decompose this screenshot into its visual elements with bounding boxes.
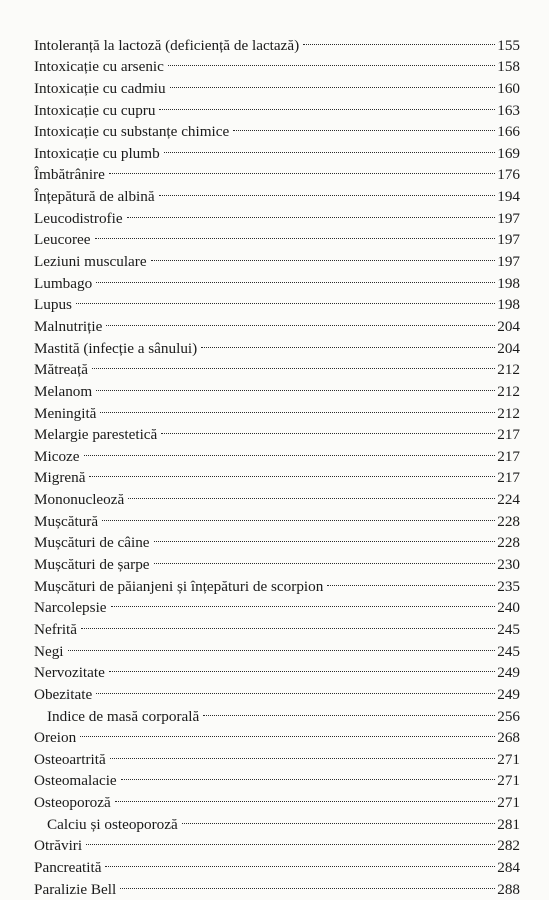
dot-leader bbox=[159, 179, 496, 201]
toc-page-number: 217 bbox=[497, 447, 520, 465]
toc-entry bbox=[34, 179, 520, 206]
dot-leader bbox=[110, 742, 496, 764]
toc-page-number: 228 bbox=[497, 534, 520, 552]
toc-entry-title: Intoleranță la lactoză (deficiență de lactază) bbox=[34, 36, 300, 54]
toc-page-number: 284 bbox=[497, 858, 520, 876]
dot-leader bbox=[127, 201, 496, 223]
toc-entry-title: Migrenă bbox=[34, 469, 86, 487]
toc-entry bbox=[34, 829, 520, 855]
dot-leader bbox=[76, 288, 495, 310]
toc-entry-title: Meningită bbox=[34, 404, 97, 422]
toc-entry-title: Leucoree bbox=[34, 231, 91, 249]
toc-entry bbox=[34, 288, 520, 314]
dot-leader bbox=[68, 634, 496, 656]
toc-page-number: 240 bbox=[497, 599, 520, 617]
dot-leader bbox=[154, 547, 496, 569]
toc-entry bbox=[34, 266, 520, 292]
toc-entry bbox=[34, 850, 520, 876]
toc-page-number: 194 bbox=[497, 188, 520, 206]
toc-entry-title: Indice de masă corporală bbox=[47, 707, 200, 725]
toc-page-number: 224 bbox=[497, 491, 520, 509]
toc-entry bbox=[34, 439, 520, 465]
dot-leader bbox=[159, 93, 495, 115]
toc-entry bbox=[34, 353, 520, 379]
toc-entry-title: Mătreață bbox=[34, 361, 88, 379]
toc-entry-title: Înțepătură de albină bbox=[34, 188, 155, 206]
toc-entry-title: Mastită (infecție a sânului) bbox=[34, 339, 198, 357]
dot-leader bbox=[80, 721, 495, 743]
toc-entry-title: Mușcătură bbox=[34, 512, 99, 530]
toc-entry-title: Malnutriție bbox=[34, 317, 103, 335]
toc-page-number: 198 bbox=[497, 274, 520, 292]
toc-page-number: 212 bbox=[497, 404, 520, 422]
dot-leader bbox=[168, 50, 495, 72]
toc-page-number: 228 bbox=[497, 512, 520, 530]
toc-entry bbox=[34, 764, 520, 790]
toc-page-number: 197 bbox=[497, 209, 520, 227]
dot-leader bbox=[96, 266, 495, 288]
toc-entry-title: Melanom bbox=[34, 382, 93, 400]
toc-entry-title: Nervozitate bbox=[34, 664, 105, 682]
toc-entry bbox=[34, 28, 520, 54]
dot-leader bbox=[109, 158, 495, 180]
toc-page-number: 268 bbox=[497, 729, 520, 747]
toc-entry-title: Osteoporoză bbox=[34, 794, 111, 812]
dot-leader bbox=[182, 807, 495, 829]
toc-entry-title: Otrăviri bbox=[34, 837, 83, 855]
toc-entry-title: Intoxicație cu cadmiu bbox=[34, 79, 166, 97]
dot-leader bbox=[105, 850, 495, 872]
toc-entry bbox=[34, 482, 520, 509]
toc-entry-title: Mononucleoză bbox=[34, 491, 125, 509]
toc-page-number: 176 bbox=[497, 166, 520, 184]
toc-page-number: 166 bbox=[497, 123, 520, 141]
dot-leader bbox=[154, 526, 496, 548]
toc-page-number: 163 bbox=[497, 101, 520, 119]
toc-entry-title: Nefrită bbox=[34, 620, 78, 638]
toc-entry-title: Lupus bbox=[34, 296, 72, 314]
toc-entry bbox=[34, 396, 520, 422]
toc-entry-title: Negi bbox=[34, 642, 64, 660]
dot-leader bbox=[109, 656, 495, 678]
toc-page-number: 158 bbox=[497, 58, 520, 76]
dot-leader bbox=[151, 244, 496, 266]
toc-entry-title: Mușcături de păianjeni și înțepături de scorpion bbox=[34, 577, 324, 595]
toc-entry bbox=[34, 461, 520, 487]
toc-entry-title: Intoxicație cu cupru bbox=[34, 101, 156, 119]
toc-page-number: 288 bbox=[497, 880, 520, 898]
toc-entry-title: Melargie parestetică bbox=[34, 426, 158, 444]
dot-leader bbox=[201, 331, 495, 353]
toc-entry bbox=[34, 526, 520, 552]
toc-page-number: 204 bbox=[497, 339, 520, 357]
dot-leader bbox=[170, 71, 496, 93]
toc-entry-title: Leziuni musculare bbox=[34, 253, 147, 271]
toc-entry bbox=[34, 244, 520, 271]
dot-leader bbox=[86, 829, 495, 851]
toc-entry bbox=[34, 634, 520, 660]
dot-leader bbox=[89, 461, 495, 483]
toc-page-number: 249 bbox=[497, 685, 520, 703]
dot-leader bbox=[233, 115, 495, 137]
toc-entry-title: Lumbago bbox=[34, 274, 93, 292]
toc-entry bbox=[34, 656, 520, 682]
dot-leader bbox=[100, 396, 495, 418]
toc-entry-title: Intoxicație cu arsenic bbox=[34, 58, 164, 76]
toc-entry bbox=[34, 677, 520, 703]
toc-page-number: 160 bbox=[497, 79, 520, 97]
toc-page-number: 217 bbox=[497, 469, 520, 487]
toc-page-number: 271 bbox=[497, 772, 520, 790]
toc-page-number: 281 bbox=[497, 815, 520, 833]
toc-page-number: 256 bbox=[497, 707, 520, 725]
toc-page-number: 230 bbox=[497, 556, 520, 574]
toc-entry-title: Paralizie Bell bbox=[34, 880, 117, 898]
toc-page-number: 235 bbox=[497, 577, 520, 595]
dot-leader bbox=[327, 569, 495, 591]
toc-page-number: 169 bbox=[497, 144, 520, 162]
toc-entry-title: Îmbătrânire bbox=[34, 166, 105, 184]
toc-entry bbox=[34, 309, 520, 335]
toc-page-number: 282 bbox=[497, 837, 520, 855]
toc-page-number: 197 bbox=[497, 231, 520, 249]
dot-leader bbox=[84, 439, 496, 461]
toc-entry bbox=[34, 872, 520, 898]
toc-entry-title: Oreion bbox=[34, 729, 77, 747]
toc-entry bbox=[34, 418, 520, 444]
toc-page-number: 217 bbox=[497, 426, 520, 444]
toc-page-number: 245 bbox=[497, 620, 520, 638]
dot-leader bbox=[111, 591, 496, 613]
toc-subentry bbox=[34, 699, 520, 725]
dot-leader bbox=[128, 482, 495, 504]
toc-page-number: 204 bbox=[497, 317, 520, 335]
toc-page-number: 197 bbox=[497, 253, 520, 271]
dot-leader bbox=[121, 764, 496, 786]
dot-leader bbox=[102, 504, 495, 526]
dot-leader bbox=[96, 677, 495, 699]
dot-leader bbox=[92, 353, 495, 375]
toc-entry bbox=[34, 742, 520, 768]
toc-page-number: 198 bbox=[497, 296, 520, 314]
toc-entry-title: Osteomalacie bbox=[34, 772, 117, 790]
toc-entry-title: Mușcături de șarpe bbox=[34, 556, 150, 574]
table-of-contents bbox=[34, 28, 520, 898]
dot-leader bbox=[115, 785, 495, 807]
toc-entry bbox=[34, 374, 520, 400]
toc-entry-title: Intoxicație cu substanțe chimice bbox=[34, 123, 230, 141]
toc-page-number: 245 bbox=[497, 642, 520, 660]
toc-page-number: 249 bbox=[497, 664, 520, 682]
toc-entry-title: Micoze bbox=[34, 447, 80, 465]
dot-leader bbox=[164, 136, 496, 158]
dot-leader bbox=[203, 699, 495, 721]
dot-leader bbox=[96, 374, 495, 396]
toc-entry-title: Leucodistrofie bbox=[34, 209, 123, 227]
toc-page-number: 212 bbox=[497, 361, 520, 379]
toc-page-number: 212 bbox=[497, 382, 520, 400]
toc-entry-title: Pancreatită bbox=[34, 858, 102, 876]
dot-leader bbox=[106, 309, 495, 331]
dot-leader bbox=[81, 612, 495, 634]
toc-entry-title: Intoxicație cu plumb bbox=[34, 144, 160, 162]
toc-entry-title: Obezitate bbox=[34, 685, 93, 703]
toc-entry bbox=[34, 223, 520, 249]
toc-entry bbox=[34, 331, 520, 357]
toc-entry bbox=[34, 504, 520, 530]
dot-leader bbox=[120, 872, 495, 894]
toc-page-number: 155 bbox=[497, 36, 520, 54]
dot-leader bbox=[303, 28, 495, 50]
dot-leader bbox=[161, 418, 495, 440]
toc-entry bbox=[34, 721, 520, 747]
toc-entry-title: Calciu și osteoporoză bbox=[47, 815, 178, 833]
toc-entry-title: Osteoartrită bbox=[34, 750, 106, 768]
toc-entry-title: Narcolepsie bbox=[34, 599, 107, 617]
toc-entry-title: Mușcături de câine bbox=[34, 534, 150, 552]
toc-entry bbox=[34, 612, 520, 638]
toc-page-number: 271 bbox=[497, 794, 520, 812]
toc-page-number: 271 bbox=[497, 750, 520, 768]
dot-leader bbox=[95, 223, 496, 245]
